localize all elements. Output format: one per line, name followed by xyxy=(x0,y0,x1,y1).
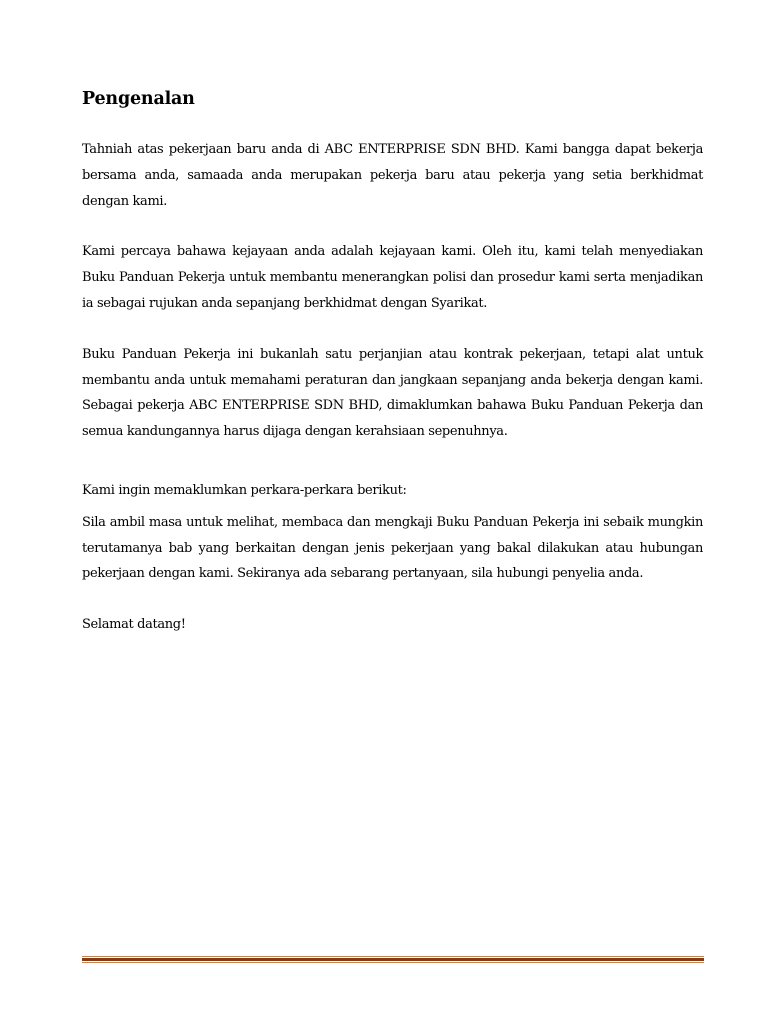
paragraph-congratulations: Tahniah atas pekerjaan baru anda di ABC ENTERPRISE SDN BHD. Kami bangga dapat bekerja bersama anda, samaada anda merupakan pekerja baru atau pekerja yang setia berkhidmat dengan kami. xyxy=(82,142,703,209)
paragraph-handbook-purpose: Kami percaya bahawa kejayaan anda adalah kejayaan kami. Oleh itu, kami telah menyediakan Buku Panduan Pekerja untuk membantu menerangkan polisi dan prosedur kami serta menjadikan ia sebagai rujukan anda sepanjang berkhidmat dengan Syarikat. xyxy=(82,244,703,311)
footer-rule-bottom-line xyxy=(82,962,704,963)
paragraph-confidentiality: Buku Panduan Pekerja ini bukanlah satu perjanjian atau kontrak pekerjaan, tetapi alat untuk membantu anda untuk memahami peraturan dan jangkaan sepanjang anda bekerja dengan kami. Sebagai pekerja ABC ENTERPRISE SDN BHD, dimaklumkan bahawa Buku Panduan Pekerja dan semua kandungannya harus dijaga dengan kerahsiaan sepenuhnya. xyxy=(82,346,703,440)
footer-rule-top-line xyxy=(82,956,704,957)
paragraph-welcome: Selamat datang! xyxy=(82,617,186,633)
paragraph-instructions: Sila ambil masa untuk melihat, membaca dan mengkaji Buku Panduan Pekerja ini sebaik mungkin terutamanya bab yang berkaitan dengan jenis pekerjaan yang bakal dilakukan atau hubungan pekerjaan dengan kami. Sekiranya ada sebarang pertanyaan, sila hubungi penyelia anda. xyxy=(82,514,703,582)
document-page xyxy=(82,86,703,638)
paragraph-notice-intro: Kami ingin memaklumkan perkara-perkara berikut: xyxy=(82,482,407,498)
footer-rule-thick-line xyxy=(82,958,704,961)
page-title: Pengenalan xyxy=(82,89,195,109)
footer-rule xyxy=(82,956,704,964)
